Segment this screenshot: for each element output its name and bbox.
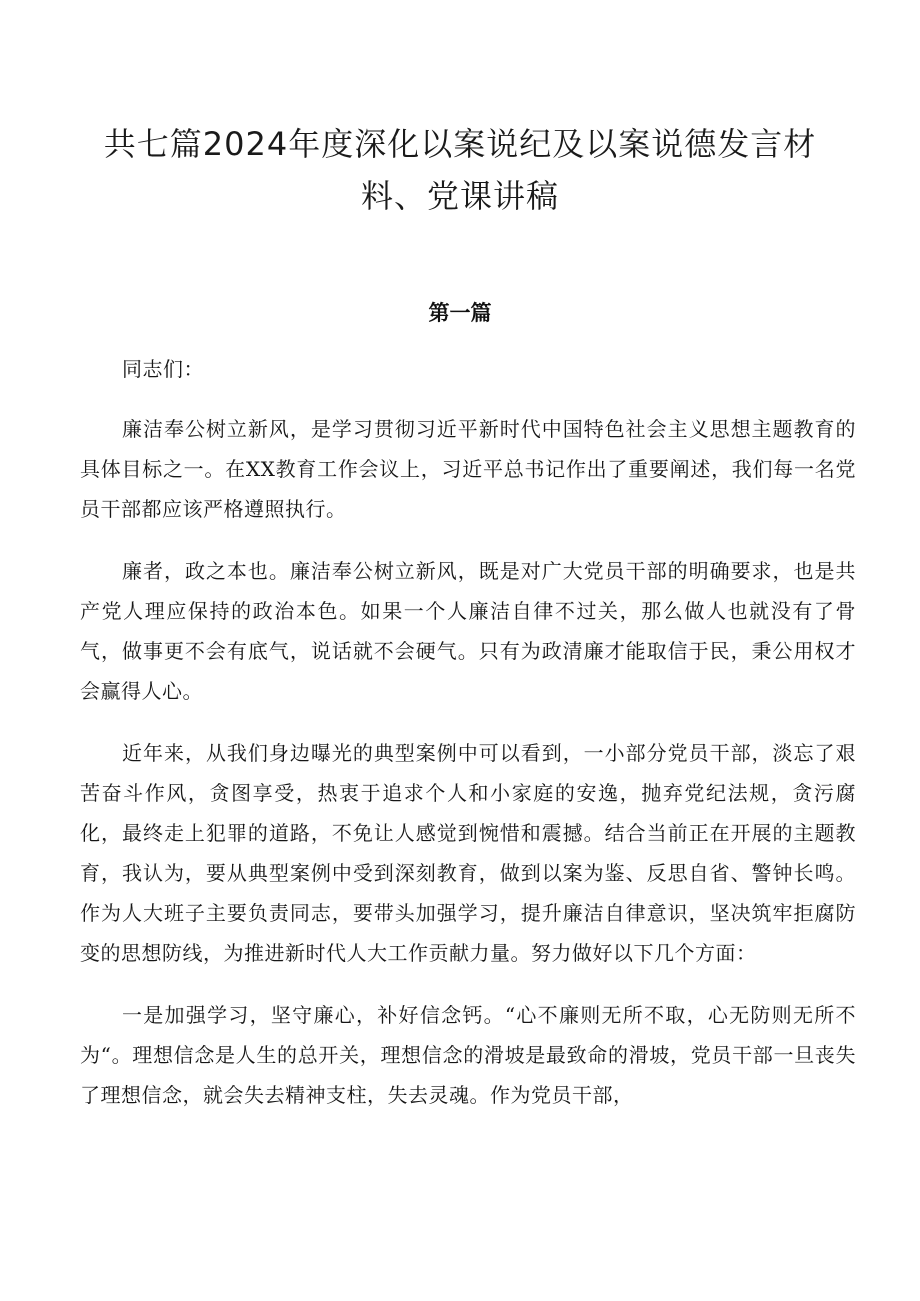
paragraph-3: 近年来，从我们身边曝光的典型案例中可以看到，一小部分党员干部，淡忘了艰苦奋斗作风，贪图享受，热衷于追求个人和小家庭的安逸，抛弃党纪法规，贪污腐化，最终走上犯罪的道路，不免让人感觉到惋惜和震撼。结合当前正在开展的主题教育，我认为，要从典型案例中受到深刻教育，做到以案为鉴、反思自省、警钟长鸣。作为人大班子主要负责同志，要带头加强学习，提升廉洁自律意识，坚决筑牢拒腐防变的思想防线，为推进新时代人大工作贡献力量。努力做好以下几个方面： [80,741,856,965]
paragraph-2: 廉者，政之本也。廉洁奉公树立新风，既是对广大党员干部的明确要求，也是共产党人理应保持的政治本色。如果一个人廉洁自律不过关，那么做人也就没有了骨气，做事更不会有底气，说话就不会硬气。只有为政清廉才能取信于民，秉公用权才会赢得人心。 [80,559,856,703]
document-title: 共七篇2024年度深化以案说纪及以案说德发言材料、党课讲稿 [103,125,817,215]
salutation: 同志们： [122,357,204,381]
document-body [80,349,856,1137]
section-heading: 第一篇 [428,301,492,325]
paragraph-1: 廉洁奉公树立新风，是学习贯彻习近平新时代中国特色社会主义思想主题教育的具体目标之一。在XX教育工作会议上，习近平总书记作出了重要阐述，我们每一名党员干部都应该严格遵照执行。 [80,417,856,521]
paragraph-4: 一是加强学习，坚守廉心，补好信念钙。“心不廉则无所不取，心无防则无所不为“。理想信念是人生的总开关，理想信念的滑坡是最致命的滑坡，党员干部一旦丧失了理想信念，就会失去精神支柱，失去灵魂。作为党员干部， [80,1003,856,1107]
